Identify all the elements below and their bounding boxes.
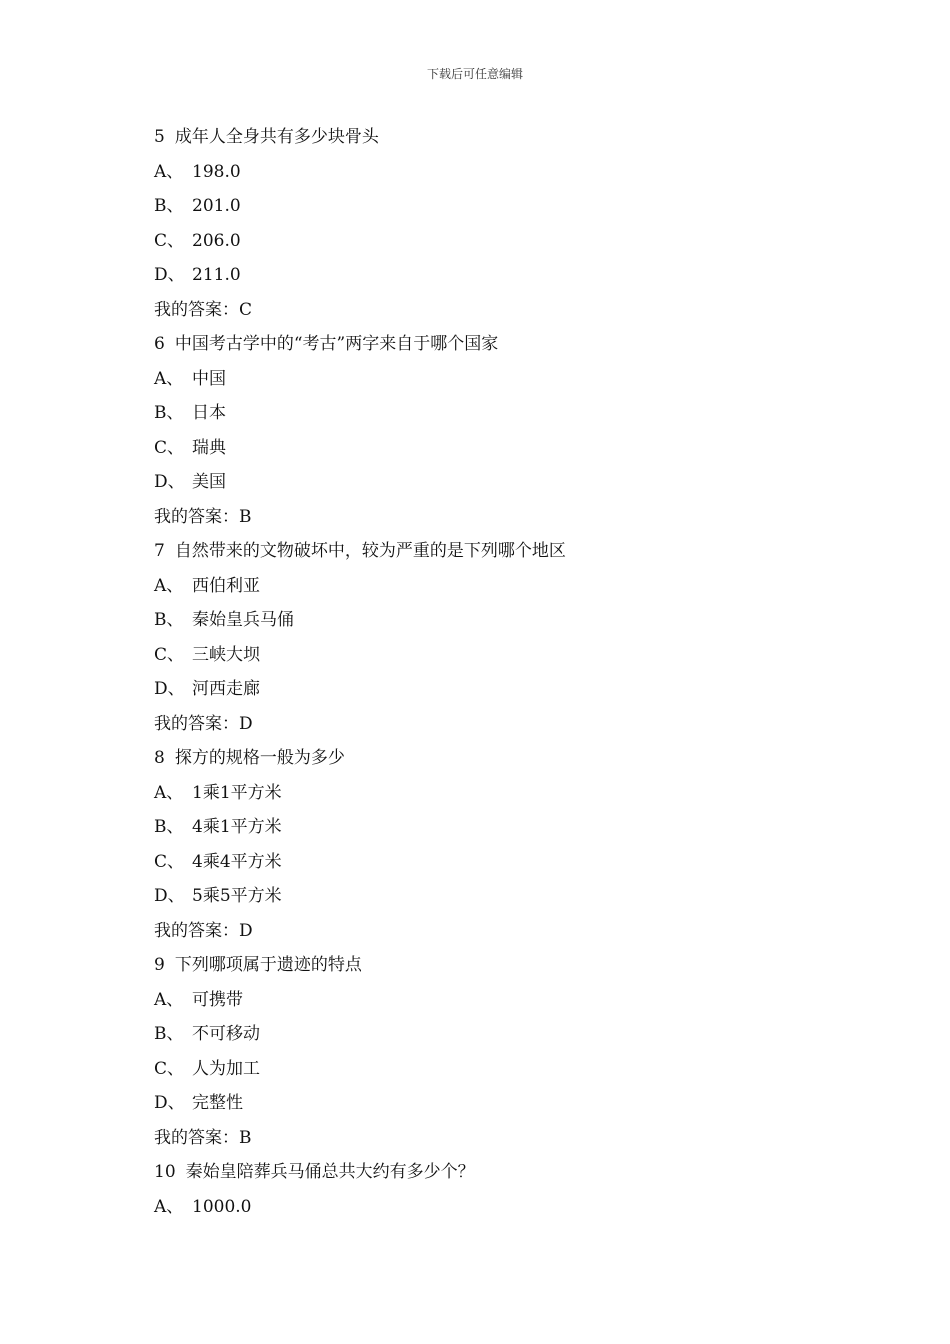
option-letter: D、: [154, 265, 185, 285]
option-item: [154, 845, 854, 880]
option-item: [154, 258, 854, 293]
option-item: [154, 1052, 854, 1087]
question-text: 下列哪项属于遗迹的特点: [174, 955, 362, 975]
option-item: [154, 638, 854, 673]
option-letter: D、: [154, 679, 185, 699]
question-title: [154, 1155, 854, 1190]
option-text: 1乘1平方米: [192, 782, 282, 803]
option-text: 人为加工: [192, 1058, 260, 1079]
question-text: 自然带来的文物破坏中，较为严重的是下列哪个地区: [174, 541, 566, 561]
option-letter: B、: [154, 610, 184, 630]
question-text: 成年人全身共有多少块骨头: [174, 127, 379, 147]
option-item: [154, 396, 854, 431]
question-number: 6: [154, 334, 165, 354]
question-title: [154, 120, 854, 155]
option-item: [154, 189, 854, 224]
question-title: [154, 948, 854, 983]
answer-label: 我的答案：: [154, 1127, 239, 1148]
question-list: [154, 120, 854, 1224]
option-item: [154, 569, 854, 604]
option-item: [154, 362, 854, 397]
question-number: 9: [154, 955, 165, 975]
option-item: [154, 672, 854, 707]
answer-label: 我的答案：: [154, 920, 239, 941]
option-letter: C、: [154, 1058, 185, 1079]
my-answer: [154, 500, 854, 535]
page-header: 下载后可任意编辑: [426, 67, 523, 81]
question-title: [154, 534, 854, 569]
option-letter: A、: [154, 575, 184, 596]
answer-value: D: [239, 713, 253, 734]
option-item: [154, 465, 854, 500]
option-text: 4乘1平方米: [192, 817, 282, 837]
option-letter: B、: [154, 817, 184, 837]
option-text: 211.0: [192, 265, 241, 285]
answer-value: B: [239, 1127, 252, 1148]
option-item: [154, 431, 854, 466]
option-text: 美国: [192, 472, 226, 492]
my-answer: [154, 1121, 854, 1156]
option-text: 4乘4平方米: [192, 851, 282, 872]
answer-label: 我的答案：: [154, 299, 239, 320]
option-letter: A、: [154, 989, 184, 1010]
option-letter: A、: [154, 368, 184, 389]
option-letter: A、: [154, 782, 184, 803]
option-text: 中国: [192, 368, 226, 389]
answer-value: B: [239, 506, 252, 527]
question-number: 8: [154, 748, 165, 768]
question-text: 秦始皇陪葬兵马俑总共大约有多少个？: [185, 1162, 475, 1182]
option-text: 西伯利亚: [192, 575, 260, 596]
question-title: [154, 327, 854, 362]
my-answer: [154, 293, 854, 328]
question-number: 7: [154, 541, 165, 561]
option-letter: A、: [154, 161, 184, 182]
option-item: [154, 155, 854, 190]
answer-label: 我的答案：: [154, 713, 239, 734]
question-number: 10: [154, 1162, 176, 1182]
option-letter: B、: [154, 1024, 184, 1044]
option-letter: C、: [154, 437, 185, 458]
question-text: 探方的规格一般为多少: [174, 748, 345, 768]
option-text: 完整性: [192, 1093, 243, 1113]
option-text: 日本: [192, 403, 226, 423]
option-text: 201.0: [192, 196, 241, 216]
my-answer: [154, 707, 854, 742]
my-answer: [154, 914, 854, 949]
option-text: 1000.0: [192, 1196, 252, 1217]
option-item: [154, 1086, 854, 1121]
option-text: 可携带: [192, 989, 243, 1010]
answer-value: D: [239, 920, 253, 941]
option-letter: C、: [154, 851, 185, 872]
option-text: 不可移动: [192, 1024, 260, 1044]
option-letter: B、: [154, 196, 184, 216]
option-item: [154, 1190, 854, 1225]
option-letter: A、: [154, 1196, 184, 1217]
option-letter: C、: [154, 230, 185, 251]
option-letter: D、: [154, 472, 185, 492]
question-text: 中国考古学中的“考古”两字来自于哪个国家: [174, 334, 499, 354]
answer-value: C: [239, 299, 253, 320]
option-letter: D、: [154, 1093, 185, 1113]
option-text: 206.0: [192, 230, 241, 251]
option-letter: B、: [154, 403, 184, 423]
option-item: [154, 983, 854, 1018]
option-item: [154, 1017, 854, 1052]
option-text: 5乘5平方米: [192, 886, 282, 906]
option-text: 三峡大坝: [192, 644, 260, 665]
option-item: [154, 879, 854, 914]
question-title: [154, 741, 854, 776]
option-letter: C、: [154, 644, 185, 665]
option-text: 瑞典: [192, 437, 226, 458]
option-item: [154, 603, 854, 638]
question-number: 5: [154, 127, 165, 147]
option-item: [154, 776, 854, 811]
option-item: [154, 224, 854, 259]
answer-label: 我的答案：: [154, 506, 239, 527]
option-text: 河西走廊: [192, 679, 260, 699]
option-text: 198.0: [192, 161, 241, 182]
option-item: [154, 810, 854, 845]
option-text: 秦始皇兵马俑: [192, 610, 294, 630]
option-letter: D、: [154, 886, 185, 906]
